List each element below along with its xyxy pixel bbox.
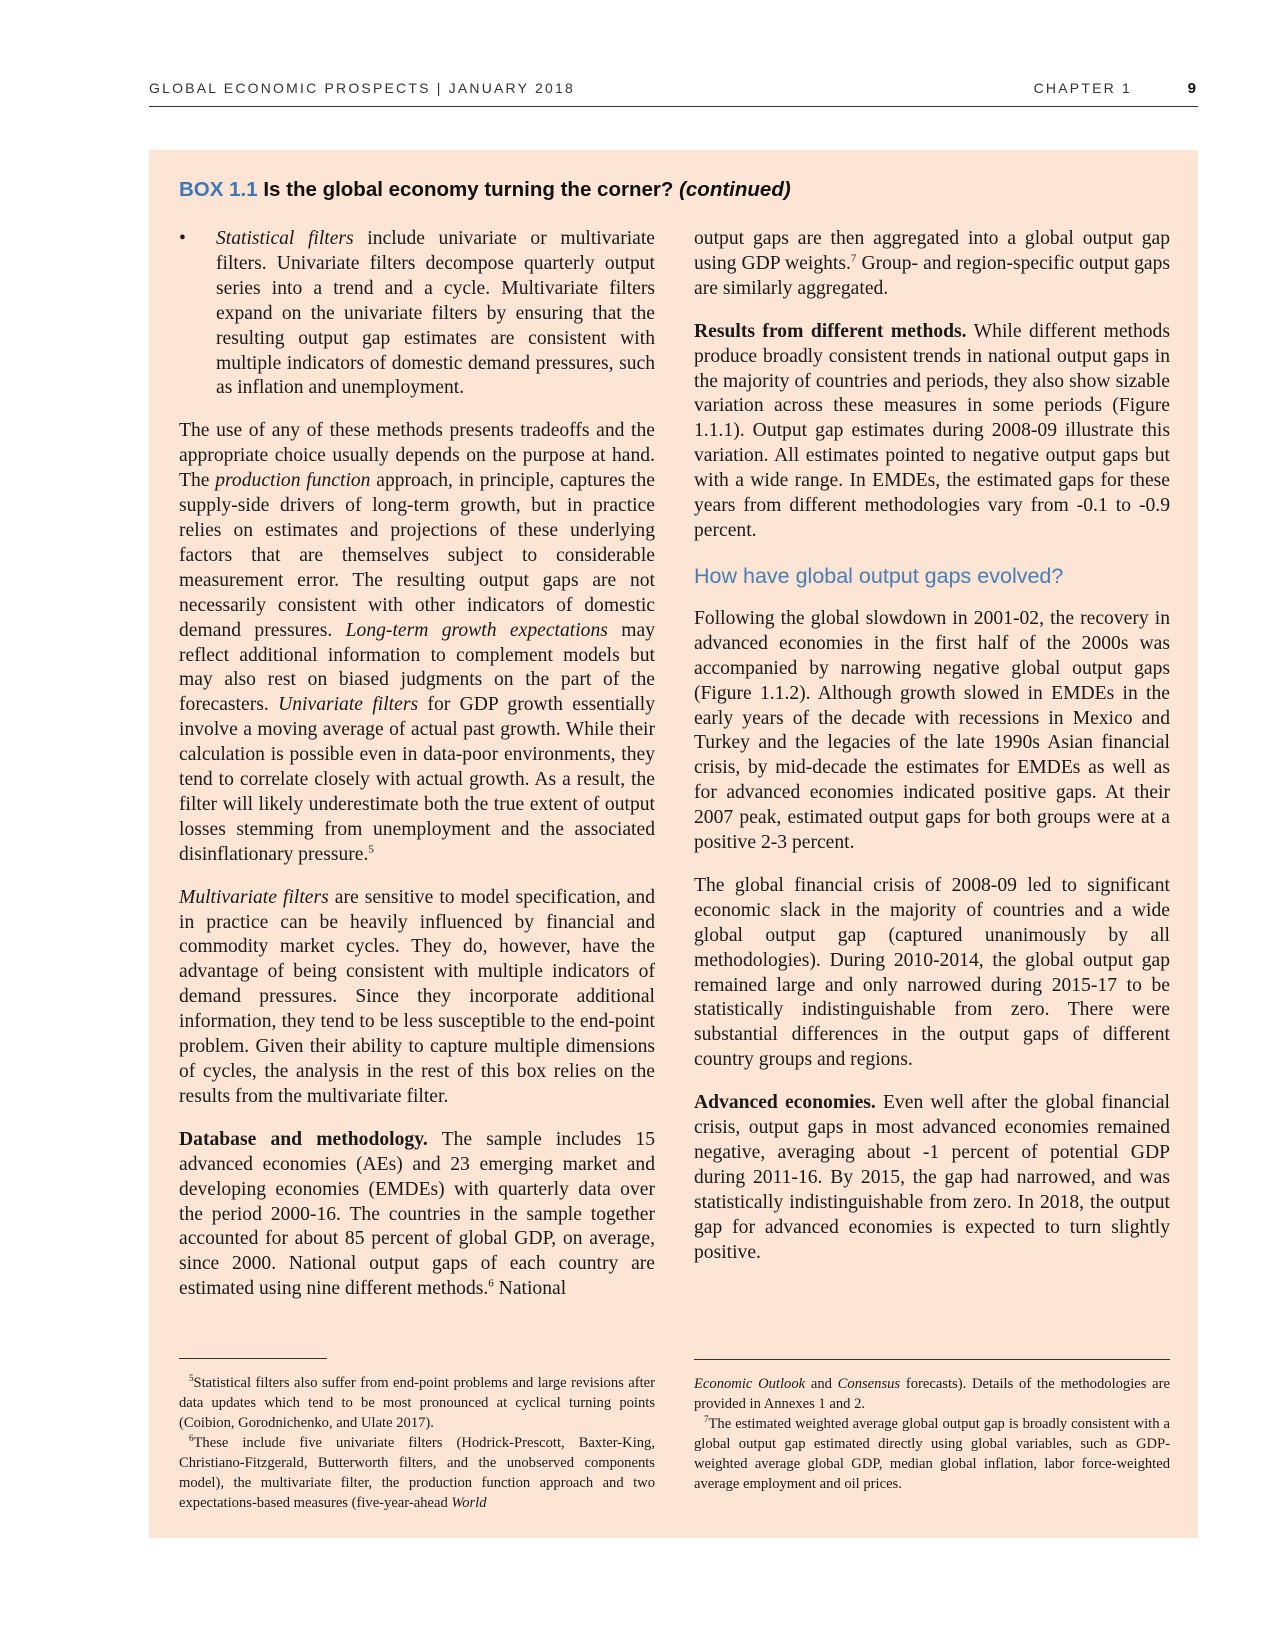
running-title: GLOBAL ECONOMIC PROSPECTS | JANUARY 2018: [149, 80, 575, 96]
footnote-divider: [694, 1359, 1170, 1360]
paragraph-database: [179, 1128, 655, 1302]
footnote-text: These include five univariate filters (Hodrick-Prescott, Baxter-King, Christiano-Fitzgerald, Butterworth filters, and the unobserved components model), the multivariate filter, the production function approach and two expectations-based measures (five-year-ahead: [179, 1435, 655, 1511]
footnote-5: [179, 1373, 655, 1433]
bullet-text: include univariate or multivariate filters. Univariate filters decompose quarterly output series into a trend and a cycle. Multivariate filters expand on the univariate filters by ensuring that the resulting output gap estimates are consistent with multiple indicators of domestic demand pressures, such as inflation and unemployment.: [216, 228, 656, 399]
bullet-term: Statistical filters: [216, 228, 354, 249]
footnote-emphasis: Economic Outlook: [694, 1376, 806, 1392]
text-span: are sensitive to model specification, and in practice can be heavily influenced by financial and commodity market cycles. They do, however, have the advantage of being consistent with multiple indicators of demand pressures. Since they incorporate additional information, they tend to be less susceptible to the end-point problem. Given their ability to capture multiple dimensions of cycles, the analysis in the rest of this box relies on the results from the multivariate filter.: [179, 886, 655, 1107]
bullet-statistical-filters: [179, 227, 655, 401]
paragraph-results: [694, 320, 1170, 544]
text-span: National: [493, 1278, 567, 1300]
paragraph-tradeoffs: [179, 419, 655, 867]
box-title-continued: (continued): [679, 178, 791, 201]
paragraph-financial-crisis: The global financial crisis of 2008-09 led to significant economic slack in the majority of countries and a wide global output gap (captured unanimously by all methodologies). During 2010-2014, the global output gap remained large and only narrowed during 2015-17 to be statistically indistinguishable from zero. There were substantial differences in the output gaps of different country groups and regions.: [694, 874, 1170, 1071]
paragraph-aggregation: [694, 227, 1170, 302]
footnote-number: 6: [189, 1433, 194, 1444]
section-heading: How have global output gaps evolved?: [694, 563, 1064, 588]
text-span: and: [805, 1376, 838, 1392]
paragraph-slowdown: Following the global slowdown in 2001-02, the recovery in advanced economies in the first half of the 2000s was accompanied by narrowing negative global output gaps (Figure 1.1.2). Although growth slowed in EMDEs in the early years of the decade with recessions in Mexico and Turkey and the legacies of the late 1990s Asian financial crisis, by mid-decade the estimates for EMDEs as well as for advanced economies indicated positive gaps. At their 2007 peak, estimated output gaps for both groups were at a positive 2-3 percent.: [694, 607, 1170, 854]
text-span: While different methods produce broadly consistent trends in national output gaps in the majority of countries and periods, they also show sizable variation across these measures in some periods (Figure 1.1.1). Output gap estimates during 2008-09 illustrate this variation. All estimates pointed to negative output gaps but with a wide range. In EMDEs, the estimated gaps for these years from different methodologies vary from -0.1 to -0.9 percent.: [694, 320, 1170, 541]
running-header: [149, 80, 1198, 107]
text-span: The use of any of these methods presents tradeoffs and the appropriate choice usually depends on the purpose at hand. The: [179, 420, 655, 492]
footnote-number: 5: [189, 1373, 194, 1384]
footnote-ref-7[interactable]: 7: [850, 252, 857, 265]
box-label: BOX 1.1: [179, 178, 258, 201]
footnote-divider: [179, 1358, 327, 1359]
text-span: output gaps are then aggregated into a global output gap using GDP weights.: [694, 228, 1170, 274]
box-title-text: Is the global economy turning the corner?: [263, 178, 674, 201]
run-in-heading-results: Results from different methods.: [694, 320, 967, 342]
emphasis-univariate-filters: Univariate filters: [278, 694, 419, 716]
footnotes-left: [179, 1358, 655, 1513]
footnote-text: Statistical filters also suffer from end-point problems and large revisions after data updates which tend to be most pronounced at cyclical turning points (Coibion, Gorodnichenko, and Ulate 2017).: [179, 1375, 655, 1431]
footnote-text: forecasts). Details of the methodologies are provided in Annexes 1 and 2.: [694, 1376, 1170, 1412]
bullet-marker: •: [179, 228, 186, 249]
footnote-7: [694, 1414, 1170, 1494]
box-1-1: [149, 150, 1198, 1538]
run-in-heading-advanced: Advanced economies.: [694, 1092, 876, 1114]
emphasis-production-function: production function: [215, 470, 371, 492]
emphasis-long-term-growth: Long-term growth expectations: [345, 619, 608, 641]
left-column: [179, 227, 655, 1302]
box-title: [179, 178, 791, 202]
text-span: for GDP growth essentially involve a moving average of actual past growth. While their calculation is possible even in data-poor environments, they tend to correlate closely with actual growth. As a result, the filter will likely underestimate both the true extent of output losses stemming from unemployment and the associated disinflationary pressure.: [179, 694, 655, 865]
text-span: may reflect additional information to complement models but may also rest on biased judgments on the part of the forecasters.: [179, 619, 655, 716]
text-span: The sample includes 15 advanced economies (AEs) and 23 emerging market and developing economies (EMDEs) with quarterly data over the period 2000-16. The countries in the sample together accounted for about 85 percent of global GDP, on average, since 2000. National output gaps of each country are estimated using nine different methods.: [179, 1128, 655, 1300]
chapter-label: CHAPTER 1: [1033, 80, 1132, 96]
text-span: Even well after the global financial crisis, output gaps in most advanced economies remained negative, averaging about -1 percent of potential GDP during 2011-16. By 2015, the gap had narrowed, and was statistically indistinguishable from zero. In 2018, the output gap for advanced economies is expected to turn slightly positive.: [694, 1092, 1170, 1263]
emphasis-multivariate-filters: Multivariate filters: [179, 886, 329, 908]
footnotes-right: [694, 1358, 1170, 1494]
footnote-emphasis: World: [451, 1495, 487, 1511]
right-column: [694, 227, 1170, 1266]
footnote-6: [179, 1433, 655, 1513]
footnote-ref-6[interactable]: 6: [488, 1277, 494, 1290]
text-span: approach, in principle, captures the supply-side drivers of long-term growth, but in practice relies on estimates and projections of these underlying factors that are themselves subject to considerable measurement error. The resulting output gaps are not necessarily consistent with other indicators of domestic demand pressures.: [179, 470, 655, 641]
text-span: Group- and region-specific output gaps are similarly aggregated.: [694, 252, 1171, 299]
footnote-emphasis: Consensus: [837, 1376, 901, 1392]
paragraph-advanced-economies: [694, 1091, 1170, 1265]
footnote-number: 7: [704, 1414, 709, 1425]
page-number: 9: [1187, 80, 1196, 97]
footnote-text: The estimated weighted average global output gap is broadly consistent with a global output gap estimated directly using global variables, such as GDP-weighted average global GDP, median global inflation, labor force-weighted average employment and oil prices.: [694, 1416, 1170, 1492]
run-in-heading-database: Database and methodology.: [179, 1128, 428, 1150]
footnote-ref-5[interactable]: 5: [368, 843, 374, 856]
footnote-6-continued: [694, 1374, 1170, 1414]
paragraph-multivariate: [179, 886, 655, 1110]
